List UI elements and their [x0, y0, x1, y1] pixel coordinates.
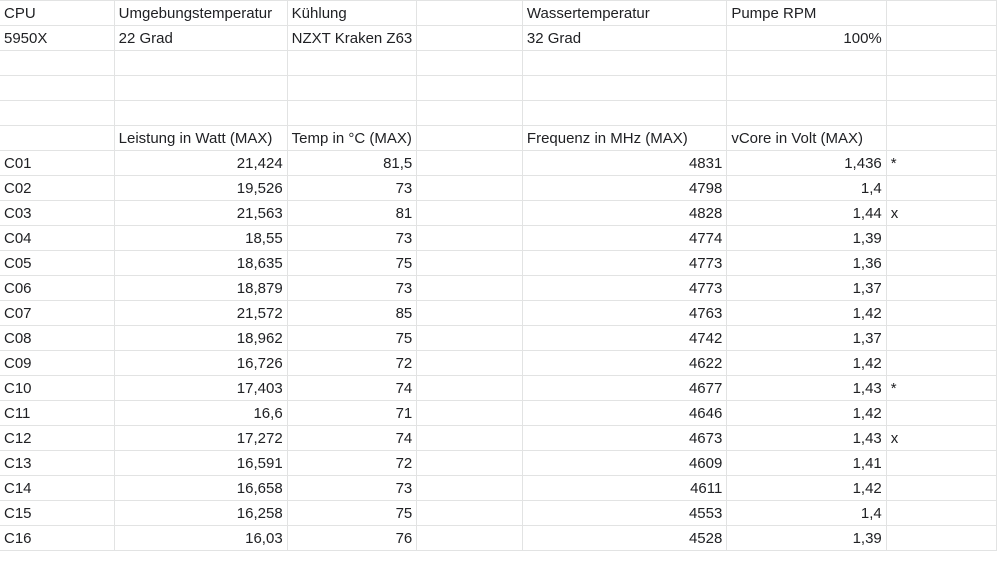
sheet-cell[interactable]: 4774 — [522, 226, 726, 251]
sheet-cell[interactable]: CPU — [0, 1, 114, 26]
sheet-cell[interactable]: 5950X — [0, 26, 114, 51]
sheet-row — [0, 501, 997, 526]
sheet-cell[interactable] — [417, 251, 523, 276]
sheet-row — [0, 526, 997, 551]
sheet-cell[interactable]: C07 — [0, 301, 114, 326]
sheet-cell[interactable]: 1,42 — [727, 301, 886, 326]
sheet-cell[interactable]: 16,258 — [114, 501, 287, 526]
sheet-cell[interactable] — [886, 101, 996, 126]
sheet-row — [0, 1, 997, 26]
sheet-cell[interactable]: C08 — [0, 326, 114, 351]
sheet-cell[interactable]: 4828 — [522, 201, 726, 226]
sheet-cell[interactable] — [886, 251, 996, 276]
sheet-cell[interactable]: 1,39 — [727, 226, 886, 251]
sheet-cell[interactable]: Leistung in Watt (MAX) — [114, 126, 287, 151]
sheet-cell[interactable]: 100% — [727, 26, 886, 51]
sheet-cell[interactable]: 81,5 — [287, 151, 417, 176]
sheet-row — [0, 226, 997, 251]
sheet-row — [0, 251, 997, 276]
sheet-cell[interactable]: C10 — [0, 376, 114, 401]
sheet-cell[interactable] — [886, 501, 996, 526]
sheet-cell[interactable]: 22 Grad — [114, 26, 287, 51]
sheet-cell[interactable]: C01 — [0, 151, 114, 176]
sheet-row — [0, 201, 997, 226]
sheet-row — [0, 326, 997, 351]
sheet-cell[interactable]: 4611 — [522, 476, 726, 501]
sheet-cell[interactable] — [886, 26, 996, 51]
sheet-cell[interactable]: 16,03 — [114, 526, 287, 551]
sheet-cell[interactable]: 75 — [287, 251, 417, 276]
sheet-cell[interactable]: 1,37 — [727, 326, 886, 351]
sheet-row — [0, 176, 997, 201]
sheet-cell[interactable] — [417, 101, 523, 126]
sheet-cell[interactable]: 74 — [287, 376, 417, 401]
sheet-cell[interactable]: 4609 — [522, 451, 726, 476]
sheet-cell[interactable] — [417, 76, 523, 101]
sheet-cell[interactable] — [417, 476, 523, 501]
sheet-cell[interactable]: 1,39 — [727, 526, 886, 551]
sheet-cell[interactable]: 17,272 — [114, 426, 287, 451]
sheet-cell[interactable]: 4831 — [522, 151, 726, 176]
sheet-cell[interactable] — [417, 401, 523, 426]
sheet-cell[interactable]: 73 — [287, 276, 417, 301]
sheet-cell[interactable] — [886, 276, 996, 301]
sheet-row — [0, 51, 997, 76]
sheet-cell[interactable]: 4798 — [522, 176, 726, 201]
sheet-cell[interactable] — [417, 526, 523, 551]
sheet-cell[interactable] — [417, 151, 523, 176]
sheet-cell[interactable]: 81 — [287, 201, 417, 226]
sheet-cell[interactable]: 1,4 — [727, 501, 886, 526]
sheet-cell[interactable]: C03 — [0, 201, 114, 226]
sheet-cell[interactable]: 73 — [287, 476, 417, 501]
sheet-cell[interactable] — [886, 176, 996, 201]
sheet-cell[interactable] — [886, 451, 996, 476]
sheet-cell[interactable]: 16,726 — [114, 351, 287, 376]
sheet-cell[interactable] — [417, 201, 523, 226]
sheet-row — [0, 126, 997, 151]
sheet-cell[interactable]: 1,43 — [727, 376, 886, 401]
sheet-cell[interactable]: 21,424 — [114, 151, 287, 176]
sheet-cell[interactable]: C14 — [0, 476, 114, 501]
sheet-cell[interactable] — [727, 51, 886, 76]
sheet-cell[interactable]: Umgebungstemperatur — [114, 1, 287, 26]
sheet-row — [0, 26, 997, 51]
sheet-cell[interactable]: 72 — [287, 351, 417, 376]
sheet-cell[interactable]: 1,41 — [727, 451, 886, 476]
sheet-cell[interactable]: 4673 — [522, 426, 726, 451]
sheet-cell[interactable] — [522, 101, 726, 126]
sheet-cell[interactable]: 4646 — [522, 401, 726, 426]
sheet-cell[interactable]: 1,42 — [727, 476, 886, 501]
sheet-cell[interactable]: 76 — [287, 526, 417, 551]
sheet-row — [0, 426, 997, 451]
sheet-cell[interactable] — [417, 276, 523, 301]
sheet-cell[interactable] — [417, 126, 523, 151]
sheet-cell[interactable] — [114, 101, 287, 126]
sheet-cell[interactable]: C16 — [0, 526, 114, 551]
sheet-cell[interactable]: 16,591 — [114, 451, 287, 476]
sheet-cell[interactable]: Temp in °C (MAX) — [287, 126, 417, 151]
sheet-cell[interactable]: C05 — [0, 251, 114, 276]
sheet-cell[interactable]: 4742 — [522, 326, 726, 351]
sheet-cell[interactable]: 4773 — [522, 251, 726, 276]
sheet-cell[interactable]: Frequenz in MHz (MAX) — [522, 126, 726, 151]
sheet-cell[interactable] — [0, 101, 114, 126]
sheet-cell[interactable]: 18,55 — [114, 226, 287, 251]
sheet-cell[interactable]: 4773 — [522, 276, 726, 301]
sheet-cell[interactable] — [417, 176, 523, 201]
sheet-cell[interactable]: 32 Grad — [522, 26, 726, 51]
sheet-cell[interactable] — [417, 326, 523, 351]
sheet-cell[interactable] — [417, 451, 523, 476]
sheet-cell[interactable] — [886, 301, 996, 326]
sheet-cell[interactable]: 1,44 — [727, 201, 886, 226]
sheet-cell[interactable]: 85 — [287, 301, 417, 326]
sheet-cell[interactable]: 4763 — [522, 301, 726, 326]
sheet-cell[interactable]: 73 — [287, 226, 417, 251]
sheet-cell[interactable] — [886, 526, 996, 551]
sheet-cell[interactable]: C15 — [0, 501, 114, 526]
sheet-cell[interactable]: 4622 — [522, 351, 726, 376]
sheet-cell[interactable]: 74 — [287, 426, 417, 451]
sheet-cell[interactable] — [417, 226, 523, 251]
sheet-cell[interactable] — [886, 326, 996, 351]
sheet-cell[interactable] — [886, 126, 996, 151]
sheet-cell[interactable] — [886, 226, 996, 251]
sheet-row — [0, 301, 997, 326]
sheet-cell[interactable]: 18,879 — [114, 276, 287, 301]
sheet-row — [0, 101, 997, 126]
sheet-cell[interactable] — [417, 1, 523, 26]
sheet-cell[interactable] — [522, 76, 726, 101]
sheet-cell[interactable] — [886, 51, 996, 76]
sheet-cell[interactable] — [0, 51, 114, 76]
sheet-cell[interactable]: 21,572 — [114, 301, 287, 326]
sheet-cell[interactable]: 4677 — [522, 376, 726, 401]
sheet-cell[interactable]: 1,37 — [727, 276, 886, 301]
sheet-cell[interactable] — [417, 351, 523, 376]
sheet-cell[interactable]: 73 — [287, 176, 417, 201]
sheet-cell[interactable]: x — [886, 201, 996, 226]
sheet-cell[interactable]: * — [886, 151, 996, 176]
sheet-cell[interactable] — [114, 76, 287, 101]
sheet-cell[interactable] — [727, 101, 886, 126]
sheet-row — [0, 376, 997, 401]
sheet-cell[interactable]: 4528 — [522, 526, 726, 551]
sheet-cell[interactable]: x — [886, 426, 996, 451]
sheet-cell[interactable]: 16,6 — [114, 401, 287, 426]
sheet-cell[interactable]: C09 — [0, 351, 114, 376]
sheet-cell[interactable]: C04 — [0, 226, 114, 251]
sheet-cell[interactable]: 71 — [287, 401, 417, 426]
sheet-cell[interactable] — [417, 376, 523, 401]
sheet-cell[interactable]: C12 — [0, 426, 114, 451]
sheet-cell[interactable] — [0, 126, 114, 151]
sheet-row — [0, 401, 997, 426]
sheet-cell[interactable]: C13 — [0, 451, 114, 476]
sheet-cell[interactable]: Pumpe RPM — [727, 1, 886, 26]
sheet-cell[interactable] — [287, 76, 417, 101]
sheet-cell[interactable]: 1,4 — [727, 176, 886, 201]
sheet-cell[interactable]: 16,658 — [114, 476, 287, 501]
sheet-cell[interactable] — [522, 51, 726, 76]
sheet-cell[interactable]: 18,962 — [114, 326, 287, 351]
sheet-cell[interactable]: Kühlung — [287, 1, 417, 26]
sheet-cell[interactable]: Wassertemperatur — [522, 1, 726, 26]
sheet-row — [0, 76, 997, 101]
sheet-cell[interactable]: C06 — [0, 276, 114, 301]
sheet-cell[interactable] — [417, 501, 523, 526]
sheet-cell[interactable]: 21,563 — [114, 201, 287, 226]
sheet-cell[interactable]: vCore in Volt (MAX) — [727, 126, 886, 151]
sheet-cell[interactable] — [727, 76, 886, 101]
sheet-cell[interactable]: 18,635 — [114, 251, 287, 276]
sheet-cell[interactable] — [886, 1, 996, 26]
sheet-cell[interactable] — [287, 51, 417, 76]
sheet-cell[interactable]: 1,436 — [727, 151, 886, 176]
sheet-cell[interactable]: 1,36 — [727, 251, 886, 276]
sheet-cell[interactable]: 75 — [287, 501, 417, 526]
sheet-cell[interactable]: 1,43 — [727, 426, 886, 451]
sheet-cell[interactable]: C02 — [0, 176, 114, 201]
sheet-cell[interactable]: 72 — [287, 451, 417, 476]
sheet-cell[interactable]: NZXT Kraken Z63 — [287, 26, 417, 51]
sheet-cell[interactable]: 75 — [287, 326, 417, 351]
sheet-row — [0, 151, 997, 176]
sheet-cell[interactable]: 1,42 — [727, 401, 886, 426]
sheet-cell[interactable] — [886, 351, 996, 376]
sheet-cell[interactable] — [417, 301, 523, 326]
sheet-cell[interactable] — [0, 76, 114, 101]
sheet-cell[interactable] — [417, 26, 523, 51]
sheet-row — [0, 451, 997, 476]
sheet-cell[interactable] — [114, 51, 287, 76]
sheet-cell[interactable]: 4553 — [522, 501, 726, 526]
sheet-cell[interactable] — [417, 51, 523, 76]
sheet-row — [0, 476, 997, 501]
sheet-cell[interactable] — [886, 401, 996, 426]
sheet-cell[interactable] — [886, 476, 996, 501]
sheet-cell[interactable]: 17,403 — [114, 376, 287, 401]
sheet-cell[interactable]: C11 — [0, 401, 114, 426]
sheet-cell[interactable]: 19,526 — [114, 176, 287, 201]
sheet-cell[interactable] — [886, 76, 996, 101]
sheet-row — [0, 351, 997, 376]
sheet-row — [0, 276, 997, 301]
sheet-cell[interactable]: * — [886, 376, 996, 401]
sheet-cell[interactable] — [287, 101, 417, 126]
sheet-cell[interactable]: 1,42 — [727, 351, 886, 376]
sheet-cell[interactable] — [417, 426, 523, 451]
